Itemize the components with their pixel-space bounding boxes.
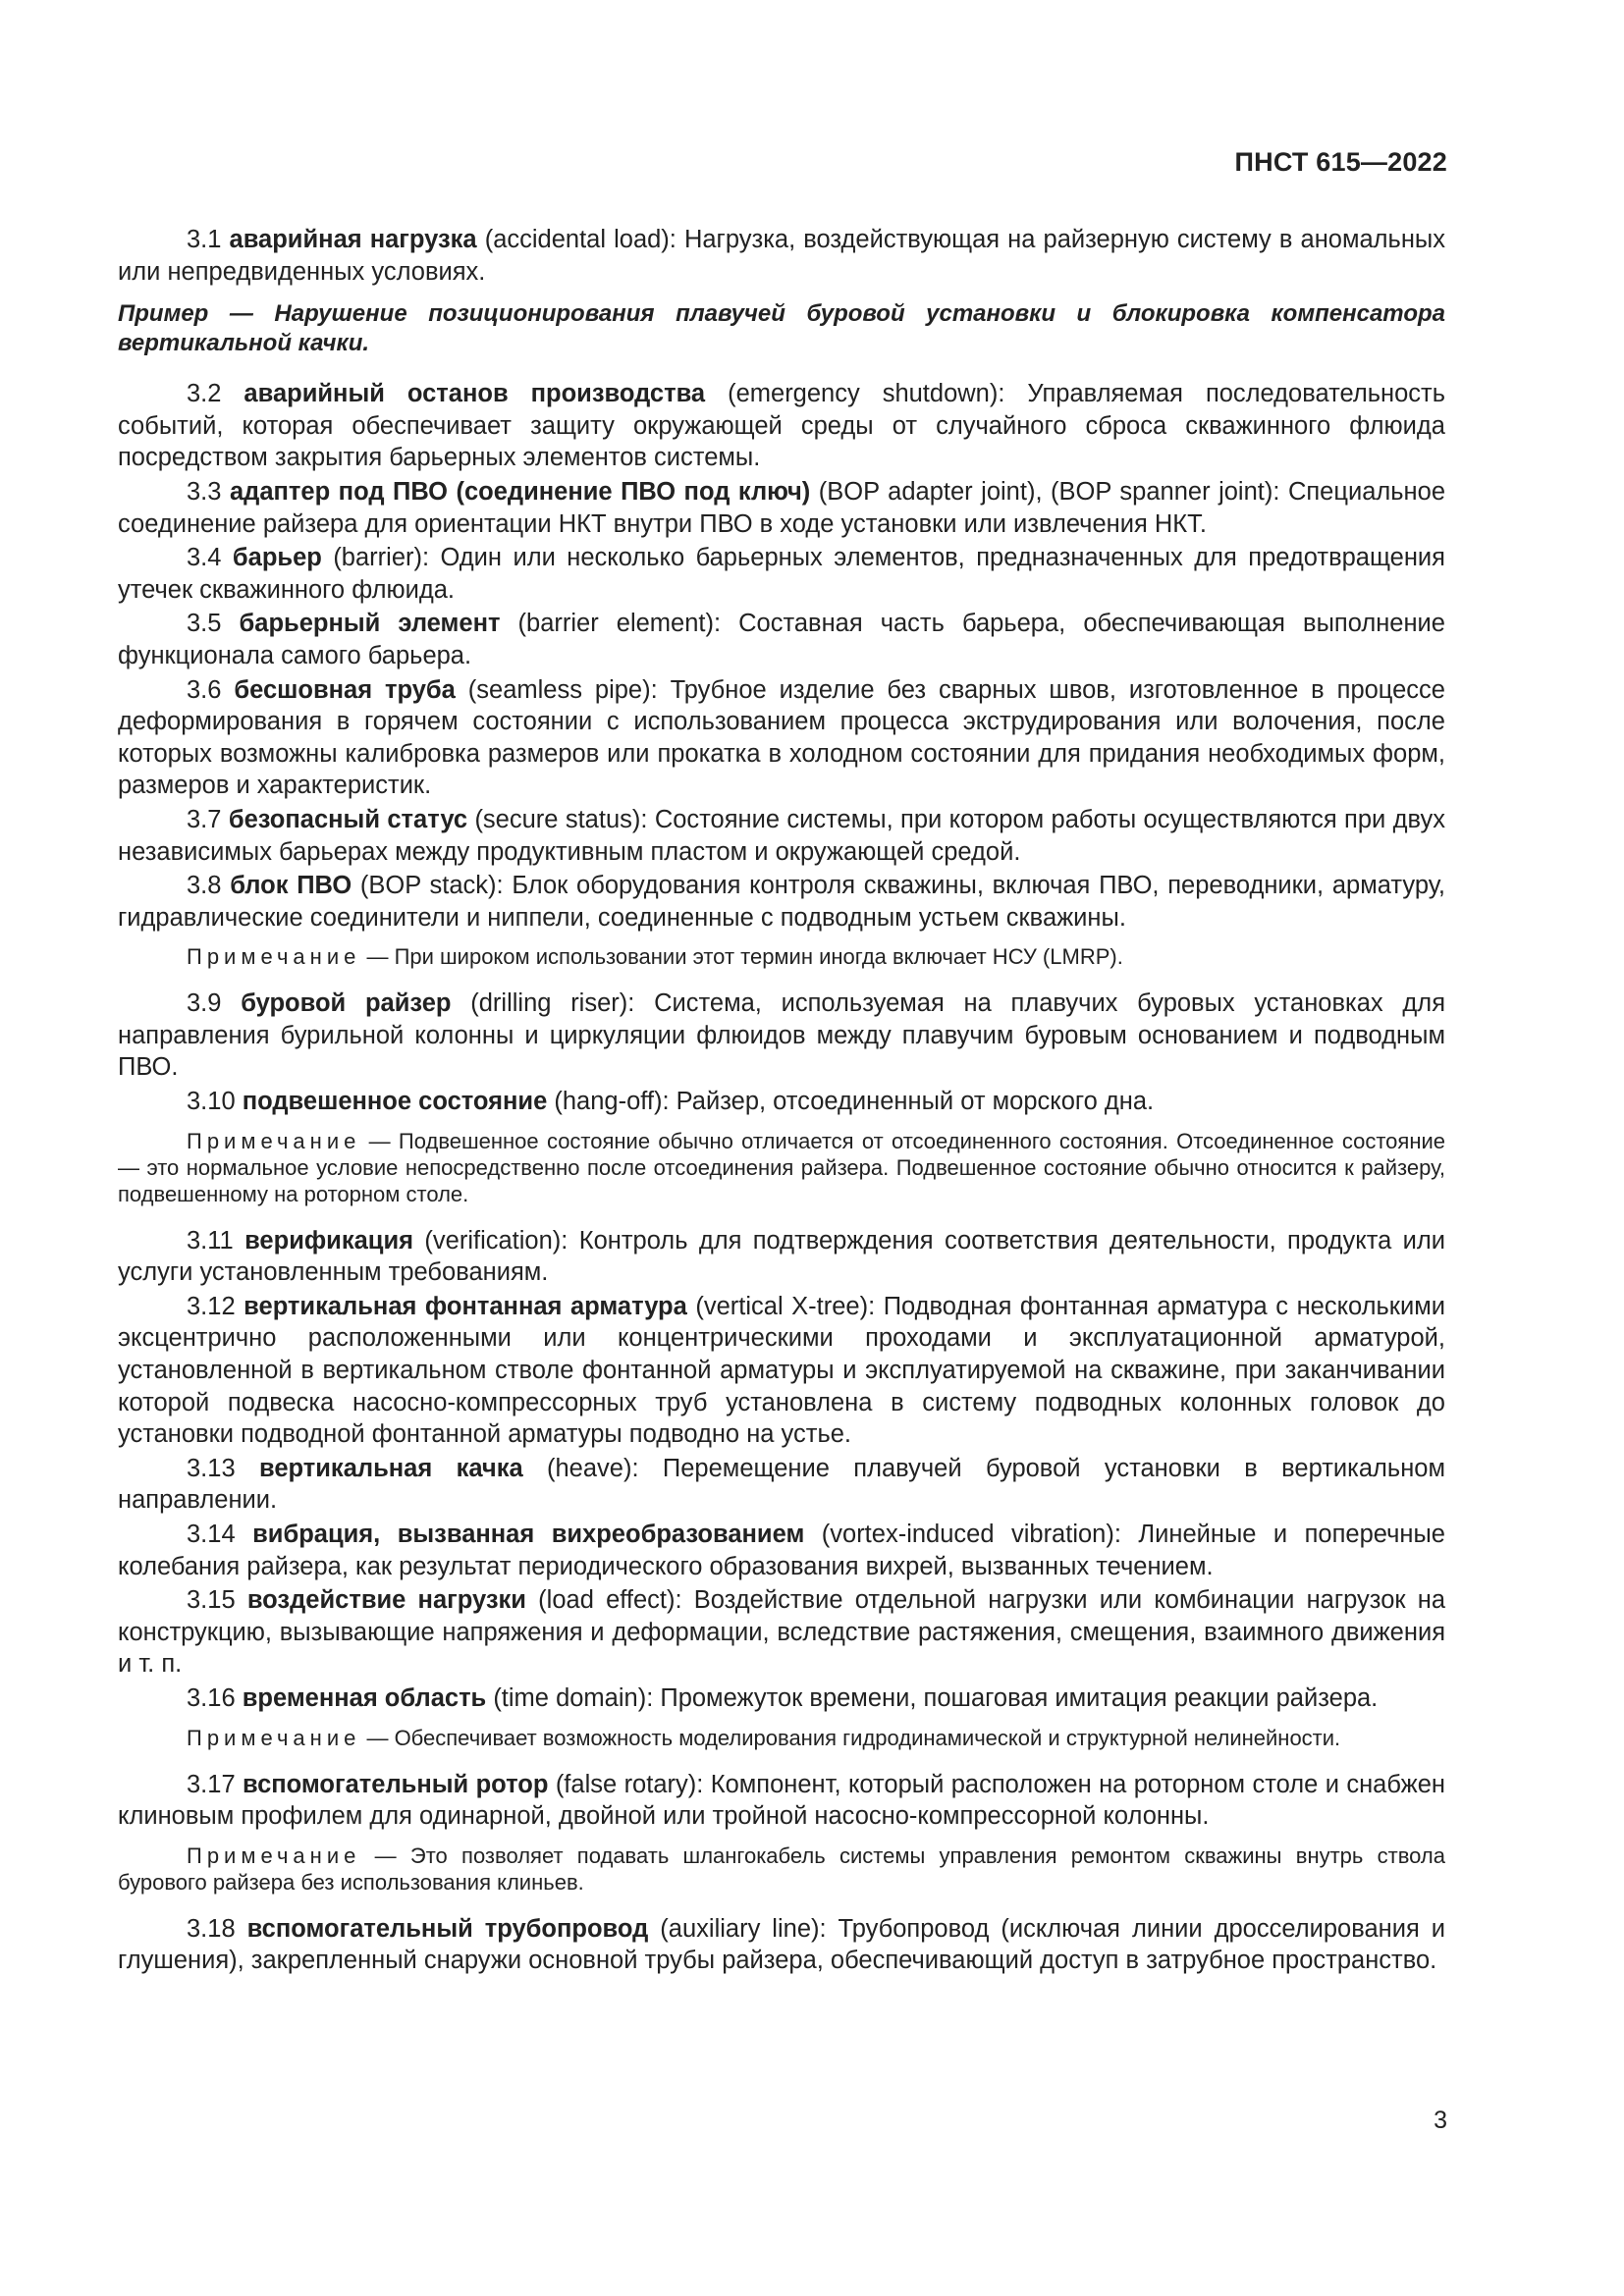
- term-name: бесшовная труба: [234, 675, 456, 704]
- term-name: барьер: [232, 544, 322, 572]
- term-entry-3-6: 3.6 бесшовная труба (seamless pipe): Трубное изделие без сварных швов, изготовленное в процессе деформирования в горячем состоянии с использованием процесса экструдирования или волочения, после которых возможны калибровка размеров или прокатка в холодном состоянии для придания необходимых форм, размеров и характеристик.: [118, 675, 1445, 800]
- term-name: барьерный элемент: [239, 610, 501, 638]
- term-name: вертикальная качка: [259, 1454, 523, 1482]
- term-entry-3-2: 3.2 аварийный останов производства (emergency shutdown): Управляемая последовательность событий, которая обеспечивает защиту окружающей среды от случайного сброса скважинного флюида посредством закрытия барьерных элементов системы.: [118, 380, 1445, 472]
- term-entry-3-10: 3.10 подвешенное состояние (hang-off): Райзер, отсоединенный от морского дна.: [187, 1088, 1155, 1116]
- note-3-8: Примечание — При широком использовании этот термин иногда включает НСУ (LMRP).: [187, 944, 1123, 970]
- note-3-17: Примечание — Это позволяет подавать шлангокабель системы управления ремонтом скважины внутрь ствола бурового райзера без использования клиньев.: [118, 1842, 1445, 1895]
- term-entry-3-15: 3.15 воздействие нагрузки (load effect): Воздействие отдельной нагрузки или комбинации нагрузок на конструкцию, вызывающие напряжения и деформации, вследствие растяжения, смещения, взаимного движения и т. п.: [118, 1586, 1446, 1679]
- note-label: Примечание: [187, 1842, 361, 1868]
- term-name: аварийный останов производства: [244, 380, 706, 408]
- term-name: вспомогательный ротор: [243, 1770, 549, 1798]
- term-entry-3-16: 3.16 временная область (time domain): Промежуток времени, пошаговая имитация реакции райзера.: [187, 1683, 1379, 1712]
- terms-section: [118, 224, 1445, 1979]
- term-entry-3-3: 3.3 адаптер под ПВО (соединение ПВО под ключ) (BOP adapter joint), (BOP spanner joint): Специальное соединение райзера для ориентации НКТ внутри ПВО в ходе установки или извлечения НКТ.: [118, 477, 1445, 538]
- term-entry-3-18: 3.18 вспомогательный трубопровод (auxiliary line): Трубопровод (исключая линии дросселирования и глушения), закрепленный снаружи основной трубы райзера, обеспечивающий доступ в затрубное пространство.: [118, 1914, 1445, 1975]
- term-name: верификация: [244, 1226, 414, 1255]
- term-entry-3-5: 3.5 барьерный элемент (barrier element): Составная часть барьера, обеспечивающая выполнение функционала самого барьера.: [118, 610, 1445, 669]
- term-name: вибрация, вызванная вихреобразованием: [252, 1521, 805, 1548]
- term-entry-3-14: 3.14 вибрация, вызванная вихреобразованием (vortex-induced vibration): Линейные и поперечные колебания райзера, как результат периодического образования вихрей, вызванных течением.: [118, 1521, 1445, 1580]
- note-3-16: Примечание — Обеспечивает возможность моделирования гидродинамической и структурной нелинейности.: [187, 1725, 1341, 1750]
- term-name: вертикальная фонтанная арматура: [244, 1292, 687, 1320]
- term-name: временная область: [242, 1683, 487, 1712]
- term-name: безопасный статус: [228, 805, 468, 833]
- page-number: 3: [1434, 2107, 1447, 2134]
- term-name: блок ПВО: [230, 872, 352, 900]
- term-entry-3-13: 3.13 вертикальная качка (heave): Перемещение плавучей буровой установки в вертикальном направлении.: [118, 1454, 1445, 1515]
- term-entry-3-9: 3.9 буровой райзер (drilling riser): Система, используемая на плавучих буровых установках для направления бурильной колонны и циркуляции флюидов между плавучим буровым основанием и подводным ПВО.: [118, 989, 1445, 1082]
- term-entry-3-7: 3.7 безопасный статус (secure status): Состояние системы, при котором работы осуществляются при двух независимых барьерах между продуктивным пластом и окружающей средой.: [118, 805, 1445, 866]
- term-name: вспомогательный трубопровод: [246, 1914, 649, 1943]
- term-name: подвешенное состояние: [242, 1088, 548, 1116]
- term-entry-3-4: 3.4 барьер (barrier): Один или несколько барьерных элементов, предназначенных для предотвращения утечек скважинного флюида.: [118, 544, 1445, 604]
- document-code: ПНСТ 615—2022: [1234, 147, 1447, 177]
- term-entry-3-17: 3.17 вспомогательный ротор (false rotary): Компонент, который расположен на роторном столе и снабжен клиновым профилем для одинарной, двойной или тройной насосно-компрессорной колонны.: [118, 1770, 1445, 1831]
- term-entry-3-8: 3.8 блок ПВО (BOP stack): Блок оборудования контроля скважины, включая ПВО, переводники, арматуру, гидравлические соединители и ниппели, соединенные с подводным устьем скважины.: [118, 872, 1445, 932]
- term-name: аварийная нагрузка: [229, 226, 477, 253]
- note-label: Примечание: [187, 1725, 361, 1750]
- note-label: Примечание: [187, 1128, 361, 1153]
- term-entry-3-1: 3.1 аварийная нагрузка (accidental load): Нагрузка, воздействующая на райзерную систему в аномальных или непредвиденных условиях.: [118, 226, 1445, 286]
- term-name: адаптер под ПВО (соединение ПВО под ключ): [229, 477, 811, 506]
- term-name: воздействие нагрузки: [246, 1586, 526, 1615]
- term-entry-3-12: 3.12 вертикальная фонтанная арматура (vertical X-tree): Подводная фонтанная арматура с несколькими эксцентрично расположенными или концентрическими проходами и эксплуатационной арматурой, установленной в вертикальном стволе фонтанной арматуры и эксплуатируемой на скважине, при заканчивании которой подвеска насосно-компрессорных труб установлена в систему подводных колонных головок до установки подводной фонтанной арматуры подводно на устье.: [118, 1292, 1445, 1449]
- note-label: Примечание: [187, 944, 361, 970]
- note-3-10: Примечание — Подвешенное состояние обычно отличается от отсоединенного состояния. Отсоединенное состояние — это нормальное условие непосредственно после отсоединения райзера. Подвешенное состояние обычно относится к райзеру, подвешенному на роторном столе.: [118, 1128, 1445, 1206]
- term-entry-3-11: 3.11 верификация (verification): Контроль для подтверждения соответствия деятельности, продукта или услуги установленным требованиям.: [118, 1226, 1445, 1287]
- term-name: буровой райзер: [241, 989, 452, 1018]
- example-text: Пример — Нарушение позиционирования плавучей буровой установки и блокировка компенсатора вертикальной качки.: [118, 300, 1445, 357]
